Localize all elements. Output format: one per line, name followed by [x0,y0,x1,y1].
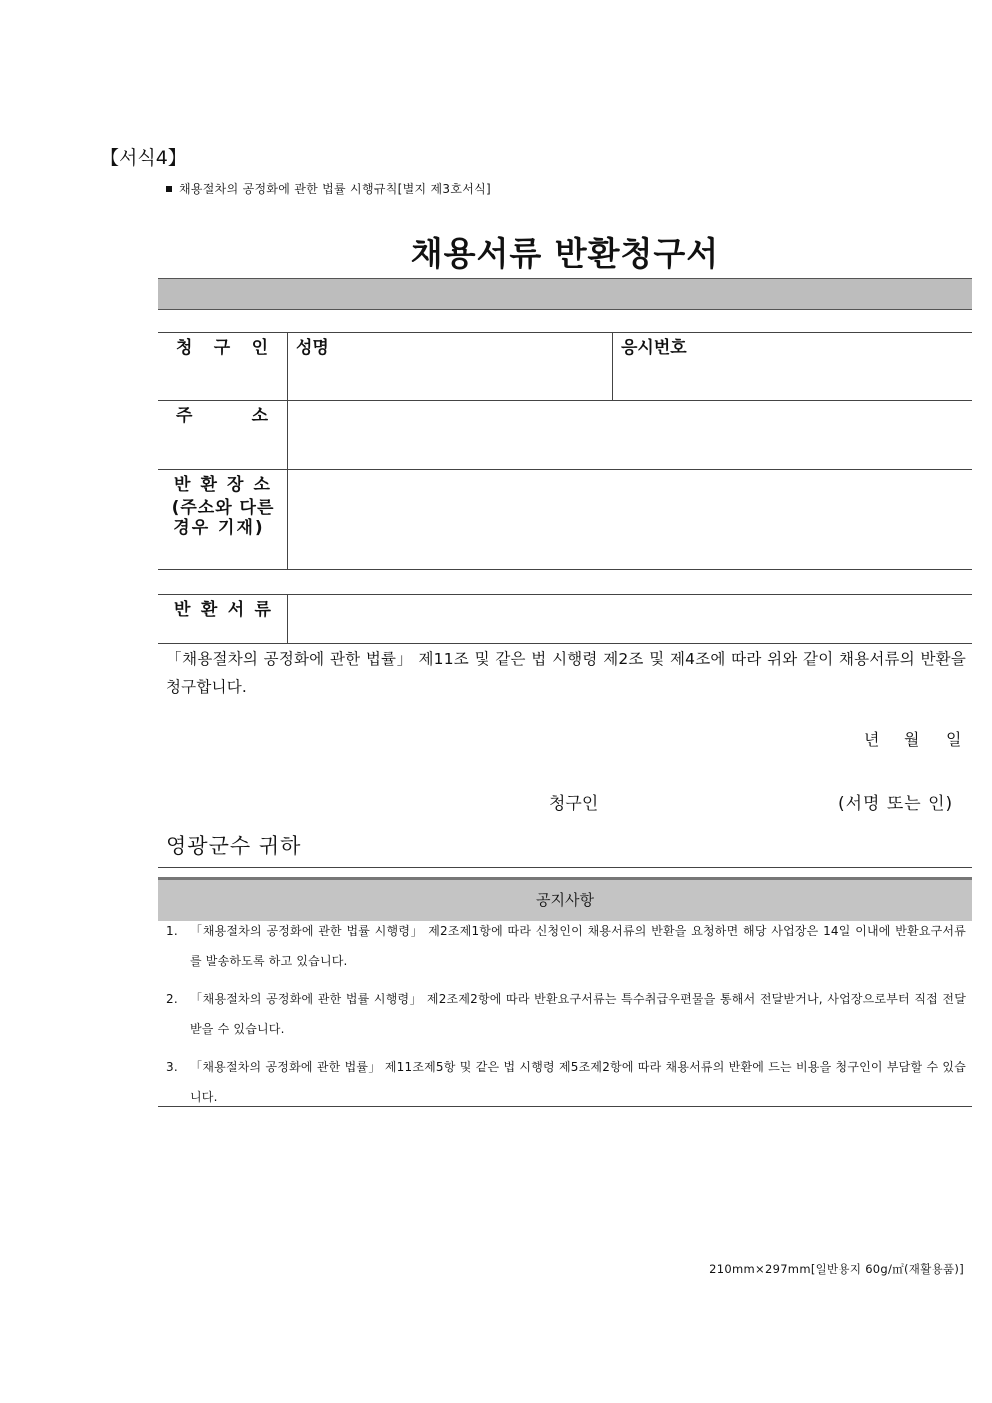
return-place-label-char: 장 [227,475,244,495]
date-month-label: 월 [904,730,920,749]
return-documents-label-char: 환 [200,600,218,620]
document-title: 채용서류 반환청구서 [410,234,720,273]
name-field-label: 성명 [296,338,329,358]
form-number-label: 【서식4】 [100,147,187,169]
exam-number-field-label: 응시번호 [621,338,687,358]
name-field[interactable] [289,358,609,398]
return-place-field[interactable] [289,471,969,567]
return-documents-label-char: 서 [227,600,245,620]
law-reference-text: 채용절차의 공정화에 관한 법률 시행규칙[별지 제3호서식] [179,182,491,196]
square-bullet-icon [166,186,172,192]
return-place-label [174,470,270,495]
notice-item [166,1052,966,1112]
exam-number-field[interactable] [614,358,969,398]
label-column-divider [287,332,288,569]
signature-note: (서명 또는 인) [838,794,954,814]
notice-heading: 공지사항 [158,877,972,921]
paper-spec: 210mm×297mm[일반용지 60g/㎡(재활용품)] [709,1262,964,1276]
applicant-label [176,333,268,358]
return-place-label-char: 반 [174,475,191,495]
table-line [158,469,972,470]
applicant-label-char: 청 [176,338,193,358]
label-column-divider [287,594,288,643]
return-place-label-char: 환 [200,475,217,495]
return-place-label-char: 소 [253,475,270,495]
request-statement: 「채용절차의 공정화에 관한 법률」 제11조 및 같은 법 시행령 제2조 및 제4조에 따라 위와 같이 채용서류의 반환을 청구합니다. [166,650,966,696]
notice-bottom-line [158,1106,972,1107]
recipient: 영광군수 귀하 [166,834,302,858]
date-day-label: 일 [946,730,962,749]
applicant-label-char: 구 [213,338,231,358]
notice-item-number: 3. [166,1060,178,1074]
name-exam-divider [612,332,613,400]
law-reference [166,180,491,197]
notice-item [166,916,966,976]
address-field[interactable] [289,402,969,467]
address-label-char: 주 [176,406,193,426]
claimant-label: 청구인 [549,794,599,814]
table-line [158,594,972,595]
table-line [158,569,972,570]
return-place-note-line1: (주소와 다른 [171,498,275,518]
return-documents-label-char: 반 [174,600,191,620]
table-line [158,400,972,401]
address-label [176,401,268,426]
return-documents-label-char: 류 [254,600,271,620]
return-place-note-line2: 경우 기재) [173,518,265,538]
applicant-label-char: 인 [251,338,268,358]
notice-item-number: 1. [166,924,178,938]
date-year-label: 년 [864,730,880,749]
notice-item [166,984,966,1044]
header-gray-bar [158,278,972,310]
table-line [158,332,972,333]
address-label-char: 소 [251,406,268,426]
return-documents-field[interactable] [289,596,969,641]
notice-item-number: 2. [166,992,178,1006]
notice-item-text: 「채용절차의 공정화에 관한 법률 시행령」 제2조제2항에 따라 반환요구서류는 특수취급우편물을 통해서 전달받거나, 사업장으로부터 직접 전달받을 수 있습니다. [190,992,966,1036]
return-documents-label [174,595,271,620]
divider-line [158,867,972,868]
notice-item-text: 「채용절차의 공정화에 관한 법률」 제11조제5항 및 같은 법 시행령 제5조제2항에 따라 채용서류의 반환에 드는 비용을 청구인이 부담할 수 있습니다. [190,1060,966,1104]
notice-item-text: 「채용절차의 공정화에 관한 법률 시행령」 제2조제1항에 따라 신청인이 채용서류의 반환을 요청하면 해당 사업장은 14일 이내에 반환요구서류를 발송하도록 하고 있습니다. [190,924,966,968]
table-line [158,643,972,644]
